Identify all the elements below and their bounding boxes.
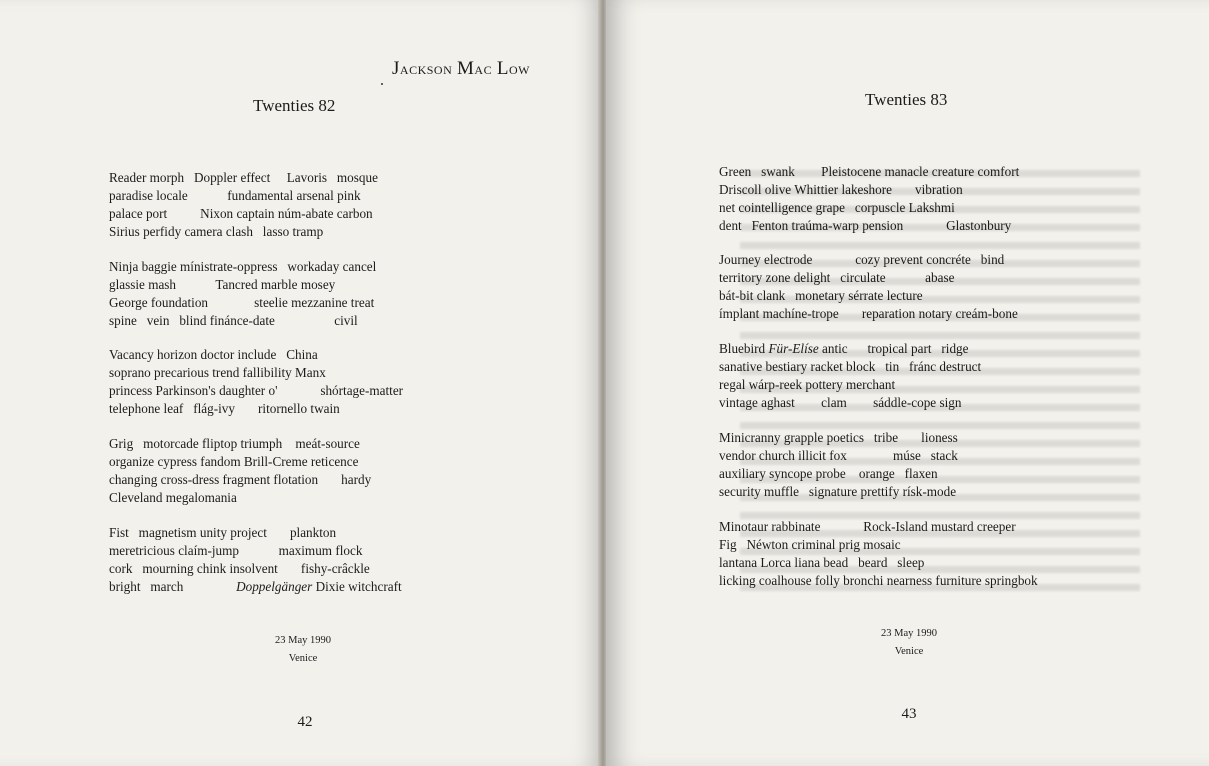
italic-word: Doppelgänger [236, 578, 313, 594]
place: Venice [288, 653, 318, 664]
poem-line: net cointelligence grape corpuscle Lakshmi [719, 199, 955, 215]
poem-line: soprano precarious trend fallibility Manx [109, 364, 326, 380]
poem-line: Minicranny grapple poetics tribe lioness [719, 430, 958, 445]
poem-line: Minotaur rabbinate Rock-Island mustard creeper [719, 519, 1016, 534]
poem-line: spine vein blind finánce-date civil [109, 312, 358, 328]
poem-line: Vacancy horizon doctor include China [109, 347, 318, 362]
poem-line: dent Fenton traúma-warp pension Glastonbury [719, 217, 1012, 233]
poem-line: Reader morph Doppler effect Lavoris mosque [109, 170, 378, 185]
poem-line: Driscoll olive Whittier lakeshore vibration [719, 181, 963, 197]
poem-line: vendor church illicit fox múse stack [719, 447, 958, 463]
poem-line: changing cross-dress fragment flotation hardy [109, 471, 372, 487]
poem-line: cork mourning chink insolvent fishy-crâckle [109, 560, 370, 576]
poem-line: Fist magnetism unity project plankton [109, 525, 337, 540]
date: 23 May 1990 [881, 628, 937, 639]
poem-line: security muffle signature prettify rísk-mode [719, 483, 957, 499]
poem-line: organize cypress fandom Brill-Creme reticence [109, 453, 359, 469]
page-number: 42 [297, 714, 313, 730]
stanza-2 [719, 251, 1018, 323]
poem-line: Fig Néwton criminal prig mosaic [719, 536, 901, 552]
left-page [0, 0, 600, 766]
ink-dot [381, 83, 383, 85]
poem-line: telephone leaf flág-ivy ritornello twain [109, 400, 340, 416]
poem-line: glassie mash Tancred marble mosey [109, 276, 336, 292]
page-number: 43 [901, 706, 917, 722]
poem-line: ímplant machíne-trope reparation notary creám-bone [719, 305, 1018, 321]
poem-line: vintage aghast clam sáddle-cope sign [719, 394, 962, 410]
poem-line: Sirius perfidy camera clash lasso tramp [109, 223, 324, 239]
poem-line: meretricious claím-jump maximum flock [109, 542, 363, 558]
poem-line: Grig motorcade fliptop triumph meát-source [109, 436, 360, 451]
line-end: antic tropical part ridge [818, 341, 969, 356]
running-head: Jackson Mac Low [392, 58, 530, 79]
poem-line: palace port Nixon captain núm-abate carbon [109, 205, 373, 221]
poem-line: Cleveland megalomania [109, 489, 237, 505]
poem-line: bát-bit clank monetary sérrate lecture [719, 287, 923, 303]
right-page [606, 0, 1209, 766]
stanza-4 [109, 435, 371, 507]
poem-line [109, 578, 402, 596]
italic-word: Für-Elíse [768, 341, 819, 356]
date: 23 May 1990 [275, 635, 331, 646]
poem-line: lantana Lorca liana bead beard sleep [719, 554, 925, 570]
stanza-5 [109, 524, 402, 596]
line-start: Bluebird [719, 341, 769, 356]
stanza-1 [719, 163, 1019, 235]
poem-line [719, 340, 981, 358]
poem-line: territory zone delight circulate abase [719, 269, 955, 285]
stanza-2 [109, 258, 376, 330]
stanza-5 [719, 518, 1038, 590]
poem-title: Twenties 83 [865, 90, 948, 109]
poem-line: George foundation steelie mezzanine treat [109, 294, 375, 310]
stanza-3 [109, 346, 403, 418]
poem-line: sanative bestiary racket block tin fránc destruct [719, 358, 982, 374]
stanza-3 [719, 340, 981, 412]
poem-title: Twenties 82 [253, 96, 336, 115]
dateline [849, 625, 969, 661]
poem-line: Ninja baggie mínistrate-oppress workaday cancel [109, 259, 377, 274]
place: Venice [894, 646, 924, 657]
poem-line: princess Parkinson's daughter o' shórtage-matter [109, 382, 404, 398]
poem-line: Green swank Pleistocene manacle creature comfort [719, 164, 1020, 179]
poem-line: regal wárp-reek pottery merchant [719, 376, 896, 392]
poem-line: licking coalhouse folly bronchi nearness furniture springbok [719, 572, 1038, 588]
poem-line: Journey electrode cozy prevent concréte bind [719, 252, 1005, 267]
poem-line: auxiliary syncope probe orange flaxen [719, 465, 938, 481]
poem-line: paradise locale fundamental arsenal pink [109, 187, 361, 203]
line-end: Dixie witchcraft [312, 578, 402, 594]
stanza-4 [719, 429, 958, 501]
stanza-1 [109, 169, 378, 241]
dateline [243, 632, 363, 668]
line-start: bright march [109, 578, 184, 594]
